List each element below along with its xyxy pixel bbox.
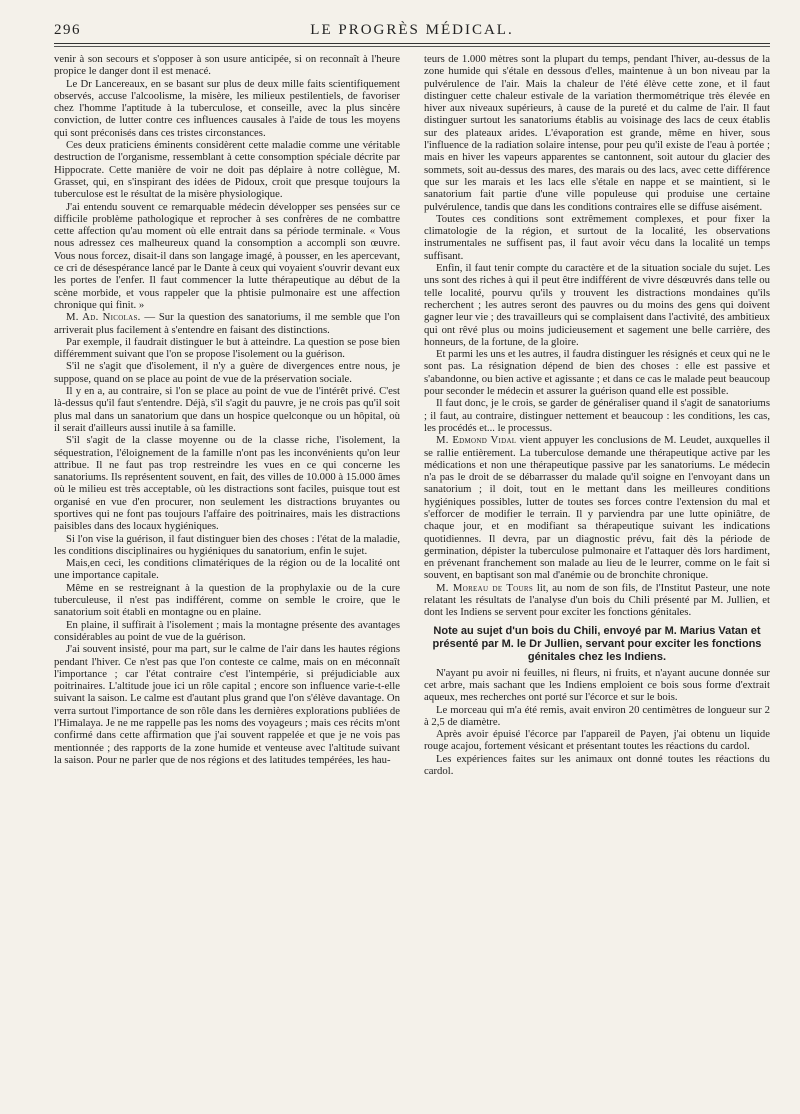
paragraph xyxy=(424,704,770,729)
paragraph-text: lit, au nom de son fils, de l'Institut Pasteur, une note relatant les résultats de l'analyse d'un bois du Chili présenté par M. Jullien, et dont les Indiens se servent pour exciter les fonctions génitales. xyxy=(424,581,771,619)
paragraph-text: Enfin, il faut tenir compte du caractère et de la situation sociale du sujet. Les uns sont des riches à qui il peut être indifférent de vivre désœuvrés dans telle ou telle localité, pourvu qu'ils y trouvent les distractions mondaines qu'ils recherchent ; les autres seront des pauvres ou du moins des gens qui doivent gagner leur vie ; des travailleurs qui se complaisent dans l'activité, des ambitieux qui ont rêvé plus ou moins judicieusement et sagement une belle carrière, des honneurs, de la fortune, de la gloire. xyxy=(424,262,770,348)
paragraph-text: Toutes ces conditions sont extrêmement complexes, et pour fixer la climatologie de la région, et surtout de la localité, les observations instrumentales ne suffisent pas, il faut avoir vécu dans la localité un temps suffisant. xyxy=(424,212,770,262)
paragraph-text: Et parmi les uns et les autres, il faudra distinguer les résignés et ceux qui ne le sont pas. La résignation dépend de bien des choses : elle est passive et s'abandonne, ou bien active et agissante ; et dans ce cas le malade peut beaucoup pour seconder le médecin et assurer la guérison quand elle est possible. xyxy=(424,348,770,398)
paragraph xyxy=(424,667,770,704)
paragraph xyxy=(54,643,400,766)
paragraph-text: J'ai souvent insisté, pour ma part, sur le calme de l'air dans les hautes régions pendant l'hiver. Ce n'est pas que l'on conteste ce calme, mais on en méconnaît l'importance ; car l'état contraire c'est l'intempérie, si préjudiciable aux poitrinaires. L'altitude joue ici un rôle capital ; encore son influence varie-t-elle suivant la saison. Le calme est d'autant plus grand que l'on s'élève davantage. On verra surtout l'importance de son rôle dans les dernières explorations publiées de l'Himalaya. Je ne me rappelle pas les noms des voyageurs ; mais ces récits m'ont confirmé dans cette affirmation que j'ai souvent rappelée et que je ne vois pas mentionnée ; des rapports de la zone humide et venteuse avec l'altitude suivant la saison. Pour ne parler que de nos régions et des latitudes tempérées, les hau- xyxy=(54,643,400,766)
right-column-note xyxy=(424,667,770,778)
paragraph-text: Le Dr Lancereaux, en se basant sur plus de deux mille faits scientifiquement observés, accuse l'alcoolisme, la misère, les milieux pestilentiels, de favoriser chez l'homme l'aptitude à la tuberculose, et conseille, avec la plus sincère conviction, de lutter contre ces influences causales à l'aide de tous les moyens qui sont préconisés dans ces tristes circonstances. xyxy=(54,77,400,139)
paragraph xyxy=(424,753,770,778)
paragraph xyxy=(54,53,400,78)
paragraph xyxy=(424,213,770,262)
speaker-name: M. Edmond Vidal xyxy=(436,434,517,447)
columns xyxy=(54,53,770,777)
paragraph xyxy=(424,582,770,619)
paragraph xyxy=(54,201,400,312)
journal-title: LE PROGRÈS MÉDICAL. xyxy=(310,22,514,38)
paragraph-text: Après avoir épuisé l'écorce par l'appareil de Payen, j'ai obtenu un liquide rouge acajou, fortement vésicant et présentant toutes les réactions du cardol. xyxy=(424,728,770,753)
paragraph-text: Les expériences faites sur les animaux ont donné toutes les réactions du cardol. xyxy=(424,752,770,778)
paragraph xyxy=(54,311,400,336)
speaker-name: M. Ad. Nicolas. xyxy=(66,311,141,324)
paragraph xyxy=(54,582,400,619)
page-number: 296 xyxy=(54,22,81,38)
paragraph xyxy=(424,434,770,582)
paragraph-text: Ces deux praticiens éminents considèrent cette maladie comme une véritable destruction de l'organisme, ressemblant à cette consomption spéciale décrite par Hippocrate. Cette manière de voir ne doit pas déplaire à notre collègue, M. Grasset, qui, en s'inspirant des idées de Pidoux, croit que presque toujours la tuberculose est le résultat de la misère physiologique. xyxy=(54,139,400,201)
right-column xyxy=(424,53,770,777)
paragraph-text: — Sur la question des sanatoriums, il me semble que l'on arriverait plus facilement à s'entendre en faisant des distinctions. xyxy=(54,311,401,336)
header-rule-thin xyxy=(54,46,770,47)
paragraph xyxy=(54,385,400,434)
paragraph xyxy=(54,336,400,361)
paragraph xyxy=(424,262,770,348)
header-rule xyxy=(54,43,770,44)
paragraph-text: vient appuyer les conclusions de M. Leudet, auxquelles il se rallie entièrement. La tuberculose demande une thérapeutique active par les médications et non une thérapeutique passive par les sanatoriums. Le médecin n'a pas le droit de se débarrasser du malade qu'il soigne en l'envoyant dans un sanatorium ; il doit, tout en le mettant dans les meilleures conditions hygiéniques possibles, lutter de toutes ses forces contre l'extension du mal et s'efforcer de modifier le terrain. Il y parviendra par une lutte opiniâtre, de chaque jour, et en modifiant sa thérapeutique suivant les indications quotidiennes. Il devra, par un diagnostic prévu, fait dès la période de germination, dépister la tuberculose pulmonaire et l'attaquer dès lors hardiment, en prévenant franchement son malade au lieu de le leurrer, comme on le fait si souvent, en baptisant son mal d'anémie ou de bronchite chronique. xyxy=(424,434,771,582)
paragraph-text: Si l'on vise la guérison, il faut distinguer bien des choses : l'état de la maladie, les conditions disciplinaires ou hygiéniques du sanatorium, enfin le sujet. xyxy=(54,532,400,557)
paragraph-text: Même en se restreignant à la question de la prophylaxie ou de la cure tuberculeuse, il n'est pas indifférent, comme on semble le croire, que le sanatorium soit établi en montagne ou en plaine. xyxy=(54,581,400,619)
paragraph xyxy=(54,139,400,200)
paragraph-text: Par exemple, il faudrait distinguer le but à atteindre. La question se pose bien différemment suivant que l'on se propose l'isolement ou la guérison. xyxy=(54,335,400,361)
section-heading: Note au sujet d'un bois du Chili, envoyé par M. Marius Vatan et présenté par M. le Dr Jullien, servant pour exciter les fonctions génitales chez les Indiens. xyxy=(432,624,762,663)
paragraph xyxy=(424,397,770,434)
paragraph-text: S'il s'agit de la classe moyenne ou de la classe riche, l'isolement, la séquestration, l'éloignement de la famille n'ont pas les inconvénients qu'on leur attribue. Il ne faut pas trop restreindre les vues en ce qui concerne les sanatoriums. Ils représentent souvent, en fait, des villes de 10.000 à 15.000 âmes où le milieu est très acceptable, où les distractions sont faciles, puisque tout est organisé en vue d'en procurer, non seulement les distractions bruyantes ou sportives qui ne font pas toujours l'affaire des poitrinaires, mais les distractions paisibles dans des locaux hygiéniques. xyxy=(54,434,400,533)
left-column xyxy=(54,53,400,777)
paragraph-text: Mais,en ceci, les conditions climatériques de la région ou de la localité ont une importance capitale. xyxy=(54,557,400,582)
paragraph xyxy=(424,53,770,213)
paragraph-text: venir à son secours et s'opposer à son usure anticipée, si on reconnaît à l'heure propice le danger dont il est menacé. xyxy=(54,53,400,78)
paragraph xyxy=(54,619,400,644)
paragraph xyxy=(424,728,770,753)
right-column-discussion xyxy=(424,53,770,619)
speaker-name: M. Moreau de Tours xyxy=(436,581,534,594)
paragraph-text: teurs de 1.000 mètres sont la plupart du temps, pendant l'hiver, au-dessus de la zone humide qui s'étale en dessous d'elles, maintenue à un bon niveau par la pulvérulence de l'air. Mais la chaleur de l'été élève cette zone, et il faut distinguer cette chaleur estivale de la variation thermométrique très élevée en hiver aux niveaux supérieurs, à cause de la pureté et du calme de l'air. Il faut distinguer surtout les sanatoriums établis au voisinage des lacs de ceux établis sur des plateaux arides. L'évaporation est grande, même en hiver, sous l'influence de la radiation solaire intense, pour peu qu'il existe de l'eau à portée ; mais en hiver les vapeurs apparentes se cantonnent, soit autour du glacier des sommets, soit au-dessus des mares, des marais ou des lacs, avec cette différence que sur les marais et les lacs elle s'étale en nappe et se maintient, si le sanatorium fait partie d'une ville populeuse qui produise une certaine pulvérulence, tandis que dans les conditions contraires elle se diffuse aisément. xyxy=(424,53,770,213)
paragraph xyxy=(54,434,400,532)
paragraph xyxy=(54,557,400,582)
paragraph xyxy=(54,360,400,385)
paragraph-text: Il faut donc, je le crois, se garder de généraliser quand il s'agit de sanatoriums ; il faut, au contraire, distinguer nettement et beaucoup : les conditions, les cas, les procédés et... le processus. xyxy=(424,397,770,434)
running-header xyxy=(54,22,770,43)
paragraph-text: S'il ne s'agit que d'isolement, il n'y a guère de divergences entre nous, je suppose, quand on se place au point de vue de la préservation sociale. xyxy=(54,360,400,385)
paragraph-text: J'ai entendu souvent ce remarquable médecin développer ses pensées sur ce difficile problème pathologique et reprocher à ses confrères de ne combattre cette affection qu'au moment où elle entrait dans sa période terminale. « Vous nous adressez ces malheureux quand la consomption a accompli son œuvre. Vous nous forcez, disait-il dans son langage imagé, à pousser, en les apercevant, ce cri de désespérance lancé par le Dante à ceux qui voyaient s'ouvrir devant eux les portes de l'enfer. Il faut commencer la lutte thérapeutique au début de la scène morbide, et vous rappeler que la phtisie pulmonaire est une affection chronique qui finit. » xyxy=(54,200,400,311)
paragraph-text: Il y en a, au contraire, si l'on se place au point de vue de l'intérêt privé. C'est là-dessus qu'il faut s'entendre. Déjà, s'il s'agit du pauvre, je ne crois pas qu'il soit plus mal dans un sanatorium que dans un hospice quelconque ou un hôpital, où il serait d'ailleurs aussi inutile à sa famille. xyxy=(54,385,400,434)
paragraph-text: En plaine, il suffirait à l'isolement ; mais la montagne présente des avantages considérables au point de vue de la guérison. xyxy=(54,618,400,643)
paragraph xyxy=(54,78,400,139)
paragraph-text: N'ayant pu avoir ni feuilles, ni fleurs, ni fruits, et n'ayant aucune donnée sur cet arbre, mais sachant que les Indiens emploient ce bois sous forme d'extrait aqueux, mes recherches ont porté sur l'écorce et sur le bois. xyxy=(424,666,770,704)
paragraph-text: Le morceau qui m'a été remis, avait environ 20 centimètres de longueur sur 2 à 2,5 de diamètre. xyxy=(424,703,770,728)
paragraph xyxy=(424,348,770,397)
paragraph xyxy=(54,533,400,558)
